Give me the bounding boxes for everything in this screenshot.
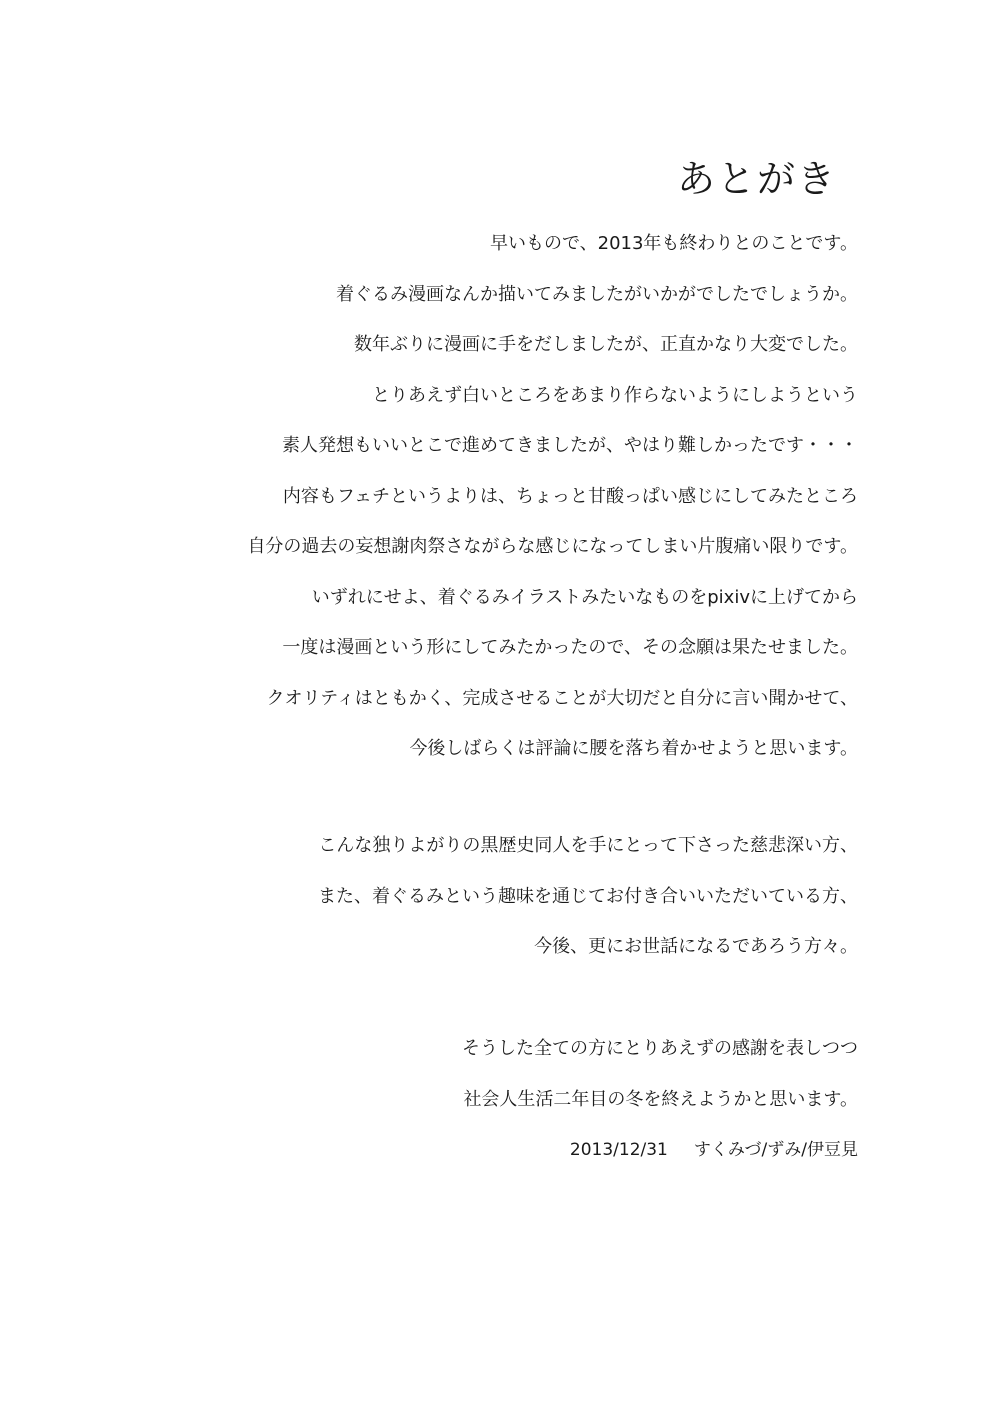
- text-line: とりあえず白いところをあまり作らないようにしようという: [372, 384, 858, 406]
- paragraph-1: [138, 219, 858, 775]
- text-line: 素人発想もいいとこで進めてきましたが、やはり難しかったです・・・: [282, 435, 858, 456]
- signature-authors: すくみづ/ずみ/伊豆見: [693, 1140, 858, 1160]
- paragraph-3: [138, 1024, 858, 1125]
- text-line: 内容もフェチというよりは、ちょっと甘酸っぱい感じにしてみたところ: [282, 485, 858, 507]
- signature: [570, 1125, 858, 1175]
- text-line: 自分の過去の妄想謝肉祭さながらな感じになってしまい片腹痛い限りです。: [247, 536, 858, 557]
- text-line: 社会人生活二年目の冬を終えようかと思います。: [463, 1088, 858, 1110]
- page-title: あとがき: [676, 157, 837, 201]
- text-line: 早いもので、2013年も終わりとのことです。: [489, 233, 858, 254]
- text-line: 今後しばらくは評論に腰を落ち着かせようと思います。: [409, 738, 858, 759]
- text-line: 着ぐるみ漫画なんか描いてみましたがいかがでしたでしょうか。: [336, 283, 858, 305]
- text-line: そうした全ての方にとりあえずの感謝を表しつつ: [462, 1038, 858, 1059]
- text-line: 一度は漫画という形にしてみたかったので、その念願は果たせました。: [282, 637, 858, 658]
- signature-date: 2013/12/31: [569, 1140, 668, 1160]
- text-line: 数年ぶりに漫画に手をだしましたが、正直かなり大変でした。: [354, 334, 858, 355]
- text-line: また、着ぐるみという趣味を通じてお付き合いいただいている方、: [318, 885, 858, 907]
- paragraph-2: [138, 821, 858, 973]
- text-line: いずれにせよ、着ぐるみイラストみたいなものをpixivに上げてから: [311, 586, 858, 608]
- text-line: クオリティはともかく、完成させることが大切だと自分に言い聞かせて、: [266, 687, 858, 709]
- text-line: こんな独りよがりの黒歴史同人を手にとって下さった慈悲深い方、: [318, 835, 858, 856]
- text-line: 今後、更にお世話になるであろう方々。: [534, 936, 858, 957]
